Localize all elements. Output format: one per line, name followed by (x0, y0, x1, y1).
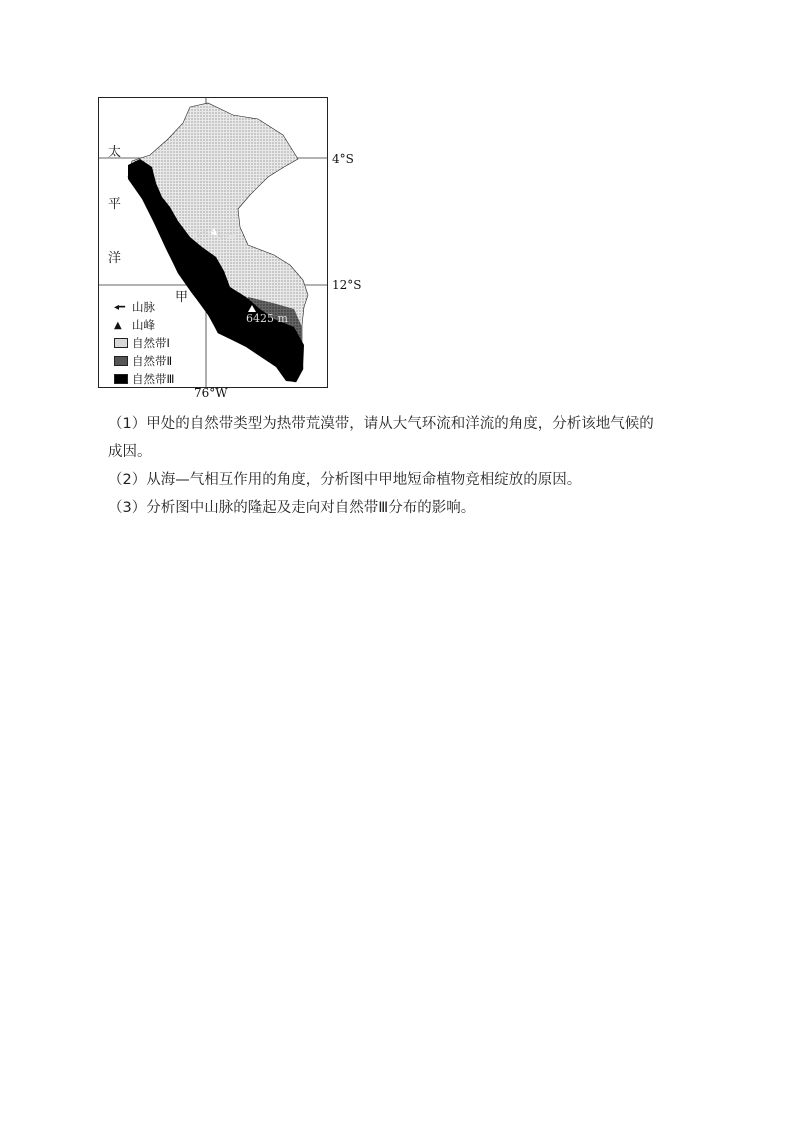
question-2: （2）从海—气相互作用的角度，分析图中甲地短命植物竞相绽放的原因。 (108, 472, 582, 488)
legend-label: 山峰 (132, 318, 155, 332)
legend-item (114, 317, 155, 333)
site-label: 甲 (175, 290, 189, 305)
lat-label: 12°S (332, 278, 362, 292)
peak-triangle-icon: ▲ (114, 319, 122, 331)
solid-black-swatch (114, 374, 128, 384)
legend-label: 自然带Ⅰ (132, 336, 170, 350)
peak-label: 6768 m (194, 229, 236, 242)
question-list (108, 410, 708, 522)
legend-label: 自然带Ⅱ (132, 354, 173, 368)
ocean-char: 平 (108, 197, 122, 212)
legend-label: 自然带Ⅲ (132, 372, 175, 386)
ocean-char: 太 (108, 145, 122, 160)
dark-hatch-swatch (114, 356, 128, 366)
peru-map-figure (98, 97, 362, 400)
peak-label: 6425 m (246, 312, 288, 325)
legend-item (114, 299, 155, 315)
mountain-range-icon: ◂━ (114, 301, 126, 313)
ocean-char: 洋 (108, 251, 122, 266)
question-3: （3）分析图中山脉的隆起及走向对自然带Ⅲ分布的影响。 (108, 500, 476, 516)
light-hatch-swatch (114, 338, 128, 348)
legend-item (114, 335, 170, 351)
legend-label: 山脉 (132, 300, 155, 314)
lon-label: 76°W (194, 386, 228, 400)
question-1: （1）甲处的自然带类型为热带荒漠带，请从大气环流和洋流的角度，分析该地气候的 (108, 416, 654, 432)
legend-item (114, 371, 174, 387)
legend-item (114, 353, 172, 369)
question-1-continued: 成因。 (108, 444, 152, 460)
lat-label: 4°S (332, 152, 354, 166)
